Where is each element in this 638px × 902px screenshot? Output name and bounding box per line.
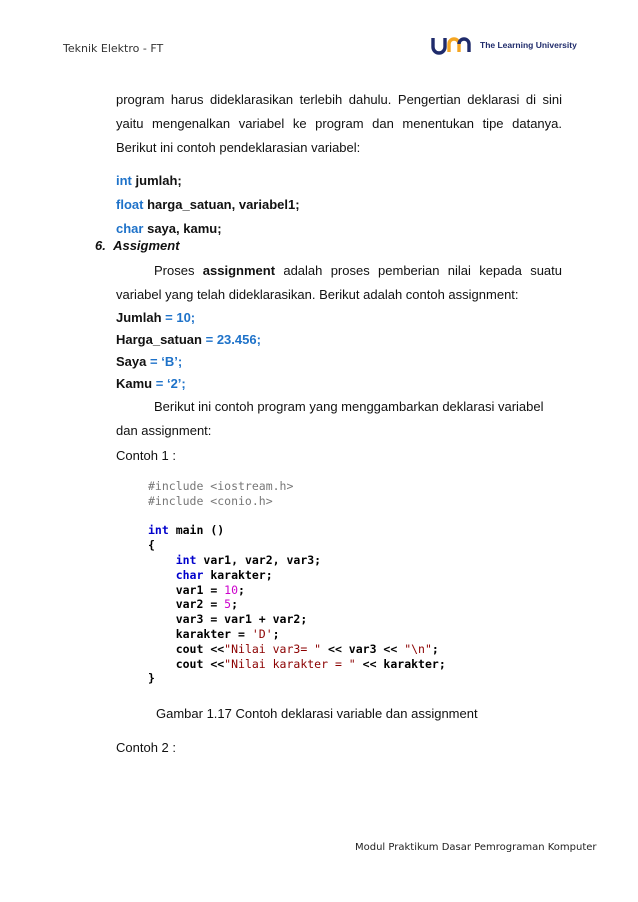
um-logo-icon [430, 34, 474, 56]
example-2-label: Contoh 2 : [116, 740, 176, 755]
declaration-line: int jumlah; [116, 173, 182, 188]
example-paragraph: Berikut ini contoh program yang menggambarkan deklarasi variabel dan assignment: [116, 399, 544, 438]
university-logo [430, 34, 577, 56]
example-1-label: Contoh 1 : [116, 448, 176, 463]
intro-paragraph: program harus dideklarasikan terlebih dahulu. Pengertian deklarasi di sini yaitu mengenalkan variabel ke program dan menentukan tipe datanya. Berikut ini contoh pendeklarasian variabel: [116, 92, 562, 155]
figure-caption: Gambar 1.17 Contoh deklarasi variable dan assignment [156, 706, 478, 721]
assignment-paragraph: Proses assignment adalah proses pemberian nilai kepada suatu variabel yang telah dideklarasikan. Berikut adalah contoh assignment: [116, 263, 562, 302]
declaration-examples [116, 169, 562, 241]
logo-text: The Learning University [480, 40, 577, 50]
header-faculty: Teknik Elektro - FT [63, 42, 164, 55]
assignment-line: Kamu = ‘2’; [116, 376, 186, 391]
footer-module-title: Modul Praktikum Dasar Pemrograman Komputer [355, 842, 597, 853]
intro-section [116, 88, 562, 241]
assignment-line: Saya = ‘B’; [116, 354, 183, 369]
assignment-line: Harga_satuan = 23.456; [116, 332, 261, 347]
section-heading: 6. Assigment [95, 238, 180, 253]
declaration-line: float harga_satuan, variabel1; [116, 197, 300, 212]
assignment-examples [116, 307, 261, 395]
assignment-line: Jumlah = 10; [116, 310, 196, 325]
declaration-line: char saya, kamu; [116, 221, 222, 236]
code-listing: #include <iostream.h> #include <conio.h> int main () { int var1, var2, var3; char karakter; var1 = 10; var2 = 5; var3 = var1 + var2; karakter = 'D'; cout <<"Nilai var3= " << var3 << "\n"; cout <<"Nilai karakter = " << karakter; } [148, 479, 446, 686]
